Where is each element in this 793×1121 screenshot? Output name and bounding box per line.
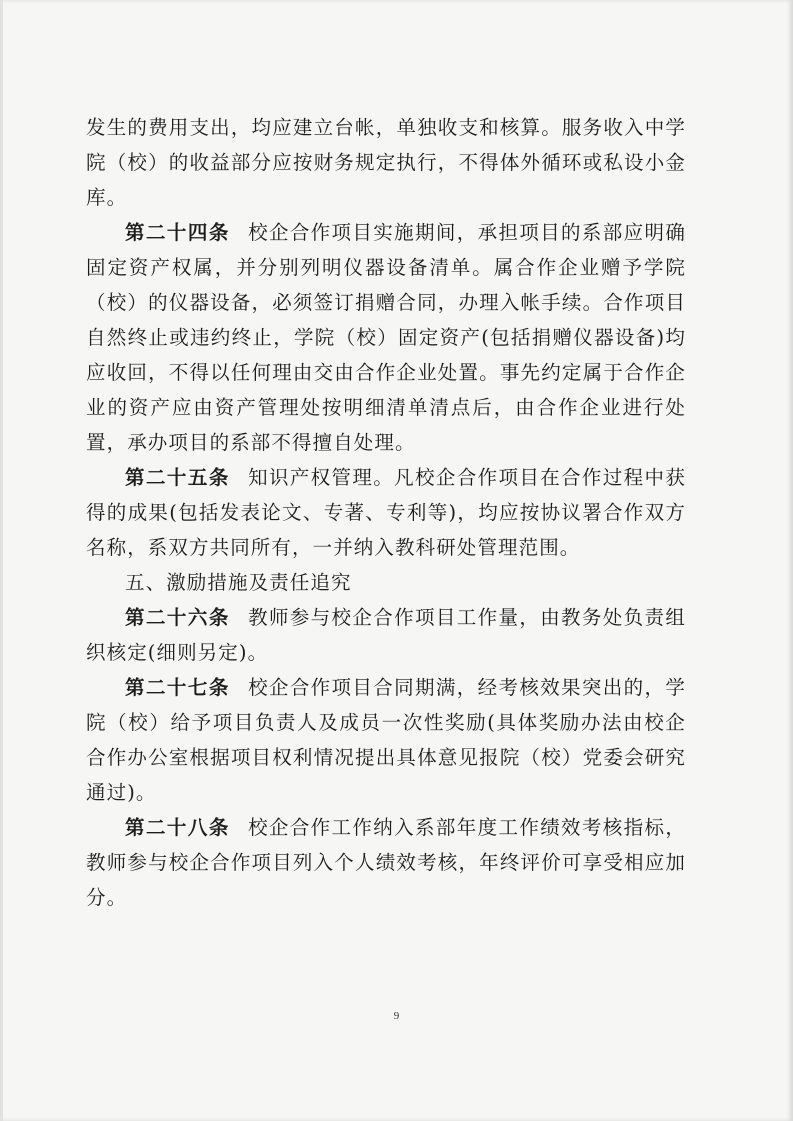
- section-heading: 五、激励措施及责任追究: [125, 571, 352, 594]
- article-24: [86, 215, 686, 460]
- article-26: [86, 600, 686, 670]
- paragraph-continued: [86, 110, 686, 215]
- page-number: 9: [393, 1010, 400, 1022]
- article-27: [86, 670, 686, 810]
- scan-edge: [0, 0, 3, 1121]
- article-text: 校企合作工作纳入系部年度工作绩效考核指标，教师参与校企合作项目列入个人绩效考核，年终评价可享受相应加分。: [86, 816, 686, 909]
- article-number: 第二十六条: [125, 606, 230, 629]
- article-text: 校企合作项目实施期间，承担项目的系部应明确固定资产权属，并分别列明仪器设备清单。属合作企业赠予学院（校）的仪器设备，必须签订捐赠合同，办理入帐手续。合作项目自然终止或违约终止，学院（校）固定资产(包括捐赠仪器设备)均应收回，不得以任何理由交由合作企业处置。事先约定属于合作企业的资产应由资产管理处按明细清单清点后，由合作企业进行处置，承办项目的系部不得擅自处理。: [86, 221, 686, 454]
- article-number: 第二十七条: [125, 676, 230, 699]
- paragraph-text: 发生的费用支出，均应建立台帐，单独收支和核算。服务收入中学院（校）的收益部分应按财务规定执行，不得体外循环或私设小金库。: [86, 116, 686, 209]
- article-28: [86, 810, 686, 915]
- article-25: [86, 460, 686, 565]
- article-text: 教师参与校企合作项目工作量，由教务处负责组织核定(细则另定)。: [86, 606, 686, 664]
- article-number: 第二十四条: [125, 221, 230, 244]
- document-body: [86, 110, 686, 915]
- article-text: 校企合作项目合同期满，经考核效果突出的，学院（校）给予项目负责人及成员一次性奖励(具体奖励办法由校企合作办公室根据项目权利情况提出具体意见报院（校）党委会研究通过)。: [86, 676, 686, 804]
- article-number: 第二十五条: [125, 466, 230, 489]
- article-text: 知识产权管理。凡校企合作项目在合作过程中获得的成果(包括发表论文、专著、专利等)，均应按协议署合作双方名称，系双方共同所有，一并纳入教科研处管理范围。: [86, 466, 686, 559]
- article-number: 第二十八条: [125, 816, 230, 839]
